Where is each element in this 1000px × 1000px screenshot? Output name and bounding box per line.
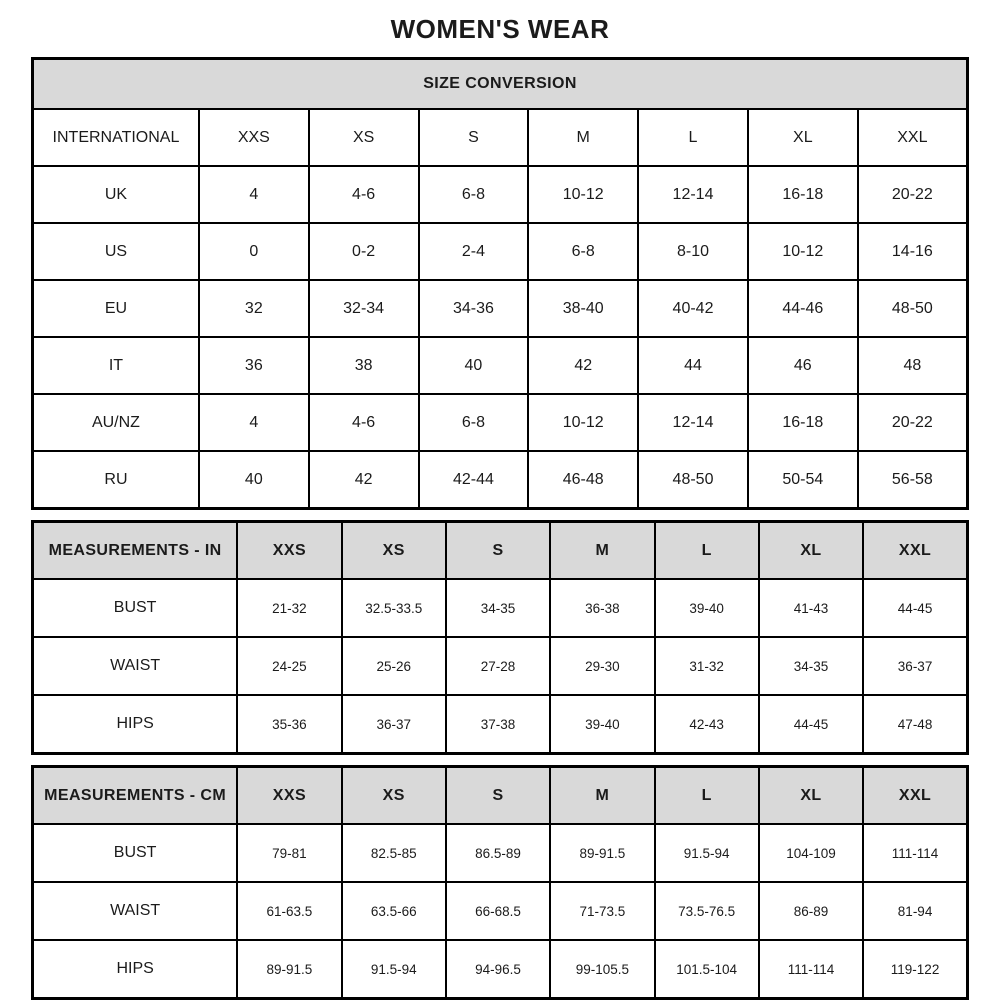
cell-ru-s: 42-44: [419, 451, 529, 509]
cell-eu-xxs: 32: [199, 280, 309, 337]
cell-it-l: 44: [638, 337, 748, 394]
row-label-hips: HIPS: [33, 695, 238, 754]
cell-eu-xl: 44-46: [748, 280, 858, 337]
cell-waist-cm-xxs: 61-63.5: [237, 882, 341, 940]
column-header-m: M: [550, 522, 654, 580]
cell-uk-xs: 4-6: [309, 166, 419, 223]
cell-bust-in-m: 36-38: [550, 579, 654, 637]
size-conversion-table: [31, 57, 969, 510]
column-header-xxs: XXS: [237, 767, 341, 825]
row-label-waist: WAIST: [33, 637, 238, 695]
column-header-xxl: XXL: [863, 767, 967, 825]
cell-eu-s: 34-36: [419, 280, 529, 337]
column-header-xs: XS: [342, 522, 446, 580]
cell-it-xxs: 36: [199, 337, 309, 394]
table-row-uk: [33, 166, 968, 223]
row-label-eu: EU: [33, 280, 199, 337]
cell-us-xxl: 14-16: [858, 223, 968, 280]
cell-hips-cm-l: 101.5-104: [655, 940, 759, 999]
cell-bust-in-s: 34-35: [446, 579, 550, 637]
cell-hips-cm-xl: 111-114: [759, 940, 863, 999]
cell-aunz-s: 6-8: [419, 394, 529, 451]
table-row-eu: [33, 280, 968, 337]
cell-it-s: 40: [419, 337, 529, 394]
cell-waist-in-s: 27-28: [446, 637, 550, 695]
table-row-ru: [33, 451, 968, 509]
column-header-xl: XL: [759, 522, 863, 580]
cell-uk-l: 12-14: [638, 166, 748, 223]
cell-it-m: 42: [528, 337, 638, 394]
cell-hips-in-xxl: 47-48: [863, 695, 967, 754]
cell-it-xl: 46: [748, 337, 858, 394]
cell-waist-cm-xs: 63.5-66: [342, 882, 446, 940]
cell-hips-cm-xs: 91.5-94: [342, 940, 446, 999]
cell-waist-cm-xxl: 81-94: [863, 882, 967, 940]
cell-uk-xl: 16-18: [748, 166, 858, 223]
cell-waist-in-xxs: 24-25: [237, 637, 341, 695]
table-row-bust-cm: [33, 824, 968, 882]
table-row-aunz: [33, 394, 968, 451]
measurements-in-header-row: [33, 522, 968, 580]
column-header-xxl: XXL: [863, 522, 967, 580]
column-header-l: L: [655, 522, 759, 580]
cell-aunz-xxs: 4: [199, 394, 309, 451]
page-title: WOMEN'S WEAR: [390, 14, 610, 44]
column-header-l: L: [655, 767, 759, 825]
cell-eu-xxl: 48-50: [858, 280, 968, 337]
column-header-m: M: [550, 767, 654, 825]
column-header-s: S: [446, 522, 550, 580]
cell-hips-in-xl: 44-45: [759, 695, 863, 754]
cell-ru-xxs: 40: [199, 451, 309, 509]
cell-eu-m: 38-40: [528, 280, 638, 337]
column-header-m: M: [528, 109, 638, 166]
row-label-uk: UK: [33, 166, 199, 223]
cell-bust-cm-xxs: 79-81: [237, 824, 341, 882]
cell-hips-in-s: 37-38: [446, 695, 550, 754]
column-header-xxs: XXS: [199, 109, 309, 166]
cell-eu-xs: 32-34: [309, 280, 419, 337]
cell-us-m: 6-8: [528, 223, 638, 280]
cell-bust-cm-s: 86.5-89: [446, 824, 550, 882]
cell-bust-cm-xxl: 111-114: [863, 824, 967, 882]
row-label-ru: RU: [33, 451, 199, 509]
column-header-xxs: XXS: [237, 522, 341, 580]
column-header-xs: XS: [342, 767, 446, 825]
cell-us-xxs: 0: [199, 223, 309, 280]
cell-ru-l: 48-50: [638, 451, 748, 509]
row-label-it: IT: [33, 337, 199, 394]
column-header-s: S: [419, 109, 529, 166]
cell-hips-cm-xxs: 89-91.5: [237, 940, 341, 999]
cell-waist-in-xxl: 36-37: [863, 637, 967, 695]
cell-hips-in-xxs: 35-36: [237, 695, 341, 754]
column-header-international: INTERNATIONAL: [33, 109, 199, 166]
cell-ru-xs: 42: [309, 451, 419, 509]
table-row-waist-cm: [33, 882, 968, 940]
cell-waist-cm-xl: 86-89: [759, 882, 863, 940]
cell-waist-in-xl: 34-35: [759, 637, 863, 695]
column-header-s: S: [446, 767, 550, 825]
cell-uk-xxl: 20-22: [858, 166, 968, 223]
cell-bust-in-l: 39-40: [655, 579, 759, 637]
cell-us-xs: 0-2: [309, 223, 419, 280]
table-row-hips-cm: [33, 940, 968, 999]
column-header-xl: XL: [759, 767, 863, 825]
cell-aunz-xl: 16-18: [748, 394, 858, 451]
measurements-cm-table: [31, 765, 969, 1000]
table-row-us: [33, 223, 968, 280]
cell-bust-in-xxs: 21-32: [237, 579, 341, 637]
cell-ru-m: 46-48: [528, 451, 638, 509]
row-label-bust: BUST: [33, 579, 238, 637]
cell-bust-in-xl: 41-43: [759, 579, 863, 637]
cell-aunz-xs: 4-6: [309, 394, 419, 451]
cell-waist-in-m: 29-30: [550, 637, 654, 695]
cell-us-xl: 10-12: [748, 223, 858, 280]
cell-aunz-m: 10-12: [528, 394, 638, 451]
table-row-waist-in: [33, 637, 968, 695]
column-header-l: L: [638, 109, 748, 166]
measurements-cm-title: MEASUREMENTS - CM: [33, 767, 238, 825]
cell-waist-cm-s: 66-68.5: [446, 882, 550, 940]
cell-waist-in-l: 31-32: [655, 637, 759, 695]
size-conversion-title: SIZE CONVERSION: [33, 59, 968, 110]
measurements-cm-header-row: [33, 767, 968, 825]
cell-bust-cm-xl: 104-109: [759, 824, 863, 882]
cell-us-s: 2-4: [419, 223, 529, 280]
table-row-hips-in: [33, 695, 968, 754]
row-label-waist: WAIST: [33, 882, 238, 940]
cell-bust-in-xs: 32.5-33.5: [342, 579, 446, 637]
cell-bust-in-xxl: 44-45: [863, 579, 967, 637]
cell-aunz-xxl: 20-22: [858, 394, 968, 451]
measurements-in-table: [31, 520, 969, 755]
row-label-aunz: AU/NZ: [33, 394, 199, 451]
cell-hips-in-xs: 36-37: [342, 695, 446, 754]
cell-hips-cm-s: 94-96.5: [446, 940, 550, 999]
cell-it-xs: 38: [309, 337, 419, 394]
row-label-hips: HIPS: [33, 940, 238, 999]
cell-ru-xxl: 56-58: [858, 451, 968, 509]
column-header-xl: XL: [748, 109, 858, 166]
cell-bust-cm-m: 89-91.5: [550, 824, 654, 882]
table-row-it: [33, 337, 968, 394]
cell-waist-in-xs: 25-26: [342, 637, 446, 695]
cell-bust-cm-xs: 82.5-85: [342, 824, 446, 882]
cell-uk-m: 10-12: [528, 166, 638, 223]
row-label-us: US: [33, 223, 199, 280]
cell-uk-s: 6-8: [419, 166, 529, 223]
cell-bust-cm-l: 91.5-94: [655, 824, 759, 882]
size-conversion-title-row: [33, 59, 968, 110]
cell-hips-cm-xxl: 119-122: [863, 940, 967, 999]
column-header-xxl: XXL: [858, 109, 968, 166]
cell-us-l: 8-10: [638, 223, 748, 280]
measurements-in-title: MEASUREMENTS - IN: [33, 522, 238, 580]
cell-waist-cm-m: 71-73.5: [550, 882, 654, 940]
row-label-bust: BUST: [33, 824, 238, 882]
cell-uk-xxs: 4: [199, 166, 309, 223]
cell-eu-l: 40-42: [638, 280, 748, 337]
size-chart-sheet: [31, 0, 969, 1000]
cell-waist-cm-l: 73.5-76.5: [655, 882, 759, 940]
size-conversion-header-row: [33, 109, 968, 166]
column-header-xs: XS: [309, 109, 419, 166]
cell-hips-in-l: 42-43: [655, 695, 759, 754]
cell-hips-in-m: 39-40: [550, 695, 654, 754]
table-row-bust-in: [33, 579, 968, 637]
cell-aunz-l: 12-14: [638, 394, 748, 451]
cell-ru-xl: 50-54: [748, 451, 858, 509]
cell-hips-cm-m: 99-105.5: [550, 940, 654, 999]
cell-it-xxl: 48: [858, 337, 968, 394]
